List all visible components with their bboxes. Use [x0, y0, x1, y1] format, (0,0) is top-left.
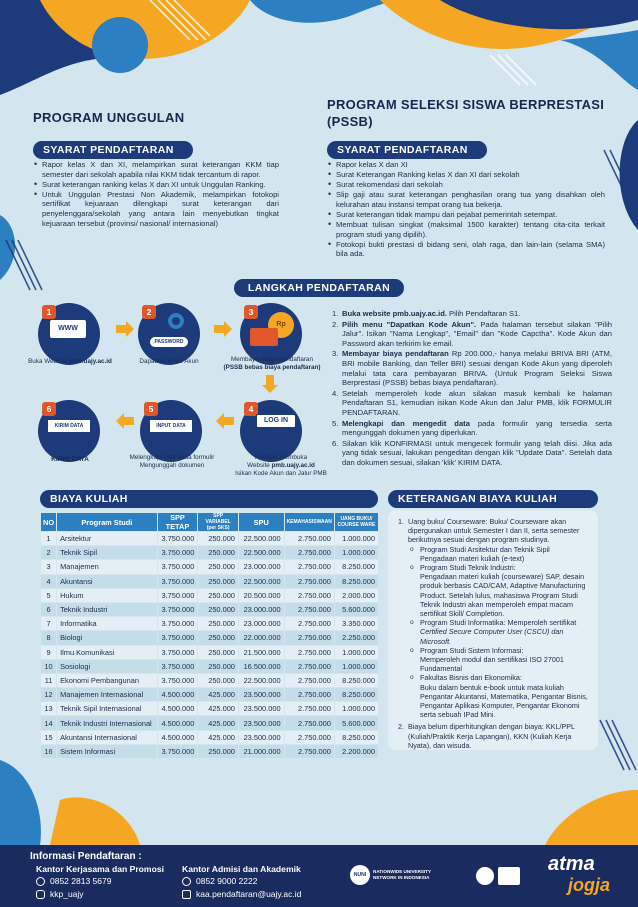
footer-phone2[interactable]: 0852 9000 2222	[196, 876, 258, 886]
table-cell: 22.000.000	[238, 631, 284, 645]
table-cell: 16	[41, 744, 57, 758]
table-cell: Manajemen Internasional	[57, 688, 157, 702]
table-cell: Hukum	[57, 588, 157, 602]
table-cell: 1.000.000	[334, 659, 378, 673]
table-cell: 1.000.000	[334, 532, 378, 546]
table-cell: Teknik Industri Internasional	[57, 716, 157, 730]
table-row	[41, 716, 379, 730]
table-cell: 2.750.000	[284, 546, 334, 560]
table-cell: 250.000	[198, 659, 239, 673]
table-cell: 250.000	[198, 546, 239, 560]
table-cell: 250.000	[198, 588, 239, 602]
step2-caption: Dapatkan Kode Akun	[139, 358, 199, 365]
table-cell: 22.500.000	[238, 532, 284, 546]
list-item: 1. Buka website pmb.uajy.ac.id. Pilih Pendaftaran S1.	[332, 309, 521, 318]
table-cell: 2.750.000	[284, 645, 334, 659]
table-cell: Akuntansi	[57, 574, 157, 588]
table-cell: 1.000.000	[334, 546, 378, 560]
table-cell: 11	[41, 673, 57, 687]
accreditation-badge	[476, 867, 494, 885]
keterangan-item: 1. Uang buku/ Courseware: Buku/ Courseware akan dipergunakan untuk Semester I dan II, serta semester berikutnya sesuai dengan program studinya.	[398, 517, 580, 545]
table-cell: 8	[41, 631, 57, 645]
table-cell: 2.750.000	[284, 730, 334, 744]
keterangan-item: 2. Biaya belum diperhitungkan dengan biaya: KKL/PPL (Kuliah/Praktik Kerja Lapangan), KKN (Kuliah Kerja Nyata), dan wisuda.	[398, 722, 575, 750]
table-cell: 2.750.000	[284, 688, 334, 702]
table-cell: 5.600.000	[334, 602, 378, 616]
list-item: • Slip gaji atau surat keterangan penghasilan orang tua yang disahkan oleh kelurahan atau instansi tempat orang tua bekerja.	[327, 190, 605, 209]
list-item: • Surat rekomendasi dari sekolah	[327, 180, 605, 190]
table-cell: 16.500.000	[238, 659, 284, 673]
table-cell: 2.750.000	[284, 617, 334, 631]
table-row	[41, 688, 379, 702]
table-cell: 2.000.000	[334, 588, 378, 602]
table-cell: 4.500.000	[157, 716, 198, 730]
form-icon: INPUT DATA	[150, 420, 192, 432]
table-cell: 5	[41, 588, 57, 602]
footer-email[interactable]: kaa.pendaftaran@uajy.ac.id	[196, 889, 302, 899]
list-item: 6. Silakan klik KONFIRMASI untuk mengecek formulir yang telah diisi. Jika ada yang tidak sesuai, lakukan pengeditan dengan klik "Update Data". Setelah data dan dokumen sesuai, silakan 'klik' KIRIM DATA.	[332, 438, 612, 467]
table-cell: 250.000	[198, 560, 239, 574]
table-cell: 2.250.000	[334, 631, 378, 645]
table-cell: 3.750.000	[157, 602, 198, 616]
table-cell: Biologi	[57, 631, 157, 645]
table-cell: 12	[41, 688, 57, 702]
table-cell: 4	[41, 574, 57, 588]
send-icon: KIRIM DATA	[48, 420, 90, 432]
nuni-logo: NUNI	[350, 865, 370, 885]
table-cell: 2.750.000	[284, 560, 334, 574]
step1-number: 1	[42, 305, 56, 319]
table-cell: 250.000	[198, 645, 239, 659]
table-cell: 3.750.000	[157, 673, 198, 687]
nuni-text: NATIONWIDE UNIVERSITY NETWORK IN INDONESIA	[373, 869, 432, 880]
table-cell: 2.750.000	[284, 659, 334, 673]
table-cell: 8.250.000	[334, 574, 378, 588]
step6-number: 6	[42, 402, 56, 416]
table-cell: 6	[41, 602, 57, 616]
table-row	[41, 730, 379, 744]
table-cell: 14	[41, 716, 57, 730]
table-cell: 1.000.000	[334, 702, 378, 716]
col-header: SPP TETAP	[157, 513, 198, 532]
table-cell: 250.000	[198, 631, 239, 645]
col-header: SPP VARIABEL (per SKS)	[198, 513, 239, 532]
table-cell: 4.500.000	[157, 730, 198, 744]
list-item: • Rapor kelas X dan XI, melampirkan surat keterangan KKM tiap semester dari sekolah apabila nilai KKM tidak tercantum di rapor.	[33, 160, 279, 179]
table-cell: 23.500.000	[238, 702, 284, 716]
keterangan-sub: o Fakultas Bisnis dan Ekonomika: Buku dalam bentuk e-book untuk mata kuliah Pengantar Akuntansi, Matematika, Pengantar Bisnis, Pengantar Aplikasi Komputer, Pengantar Ekonomi serta sebuah IPad Mini.	[398, 673, 594, 719]
whatsapp-icon	[182, 877, 191, 886]
keterangan-sub: o Program Studi Informatika: Memperoleh sertifikat Certified Secure Computer User (CSCU) dan Microsoft.	[398, 618, 594, 646]
footer-instagram[interactable]: kkp_uajy	[50, 889, 84, 899]
biaya-table	[40, 512, 379, 759]
table-cell: 1	[41, 532, 57, 546]
keterangan-text	[398, 517, 594, 750]
table-cell: 3.750.000	[157, 532, 198, 546]
table-cell: 10	[41, 659, 57, 673]
table-cell: 3.750.000	[157, 631, 198, 645]
col-header: UANG BUKU/ COURSE WARE	[334, 513, 378, 532]
table-row	[41, 532, 379, 546]
brand-atma: atma	[548, 853, 595, 875]
table-cell: 8.250.000	[334, 560, 378, 574]
table-cell: 425.000	[198, 702, 239, 716]
instagram-icon	[36, 890, 45, 899]
table-cell: 3.750.000	[157, 744, 198, 758]
table-cell: 3	[41, 560, 57, 574]
coin-icon: Rp	[268, 312, 294, 338]
table-cell: 23.500.000	[238, 688, 284, 702]
table-cell: Ilmu Komunikasi	[57, 645, 157, 659]
table-cell: 2.750.000	[284, 702, 334, 716]
table-cell: 21.000.000	[238, 744, 284, 758]
table-row	[41, 645, 379, 659]
table-cell: 2.750.000	[284, 574, 334, 588]
table-cell: 3.750.000	[157, 645, 198, 659]
table-cell: 250.000	[198, 532, 239, 546]
step6-caption: KIRIM DATA	[51, 456, 89, 463]
table-cell: Akuntansi Internasional	[57, 730, 157, 744]
col-header: SPU	[238, 513, 284, 532]
table-cell: 2.750.000	[284, 744, 334, 758]
table-cell: Manajemen	[57, 560, 157, 574]
table-cell: 425.000	[198, 716, 239, 730]
table-row	[41, 744, 379, 758]
step2-number: 2	[142, 305, 156, 319]
list-item: 2. Pilih menu "Dapatkan Kode Akun". Pada halaman tersebut silakan "Pilih Jalur". Isikan "Nama Lengkap", "Email" dan "Kode Capctha". Kode Akun dan Password akan terkirim ke email.	[332, 319, 612, 348]
table-cell: 23.500.000	[238, 730, 284, 744]
step4-number: 4	[244, 402, 258, 416]
table-cell: 22.500.000	[238, 546, 284, 560]
table-row	[41, 631, 379, 645]
table-cell: 250.000	[198, 744, 239, 758]
table-cell: Teknik Sipil Internasional	[57, 702, 157, 716]
step1-caption: Buka Website pmb.uajy.ac.id	[28, 358, 112, 365]
table-cell: 3.750.000	[157, 617, 198, 631]
table-cell: 250.000	[198, 673, 239, 687]
table-cell: 3.750.000	[157, 546, 198, 560]
table-cell: 4.500.000	[157, 688, 198, 702]
biaya-header: BIAYA KULIAH	[40, 490, 378, 508]
keterangan-sub: o Program Studi Teknik Industri: Pengadaan materi kuliah (courseware) SAP, desain produk berbasis CAD/CAM, Adaptive Manufacturing Product. Setelah lulus, mahasiswa Program Studi Teknik Industri akan memperoleh empat macam sertifikat Skill/ Completion.	[398, 563, 594, 618]
pssb-title: PROGRAM SELEKSI SISWA BERPRESTASI (PSSB)	[327, 97, 605, 129]
table-cell: 20.500.000	[238, 588, 284, 602]
table-row	[41, 602, 379, 616]
table-cell: 8.250.000	[334, 688, 378, 702]
table-cell: 2.200.000	[334, 744, 378, 758]
www-icon: WWW	[50, 320, 86, 338]
table-cell: 425.000	[198, 688, 239, 702]
list-item: 5. Melengkapi dan mengedit data pada formulir yang tersedia serta mengunggah dokumen yang diperlukan.	[332, 418, 612, 438]
langkah-header: LANGKAH PENDAFTARAN	[234, 279, 404, 297]
col-header: NO	[41, 513, 57, 532]
certification-badge	[498, 867, 520, 885]
password-icon: PASSWORD	[150, 337, 188, 347]
table-cell: 5.600.000	[334, 716, 378, 730]
keterangan-sub: o Program Studi Arsitektur dan Teknik Sipil Pengadaan materi kuliah (e-text)	[398, 545, 594, 563]
table-cell: 2.750.000	[284, 602, 334, 616]
table-cell: 22.500.000	[238, 673, 284, 687]
langkah-steps-list	[332, 309, 612, 469]
keterangan-header: KETERANGAN BIAYA KULIAH	[388, 490, 598, 508]
syarat-left-header: SYARAT PENDAFTARAN	[33, 141, 193, 159]
table-row	[41, 673, 379, 687]
table-cell: 3.750.000	[157, 588, 198, 602]
table-cell: 23.000.000	[238, 602, 284, 616]
table-row	[41, 659, 379, 673]
table-cell: 3.350.000	[334, 617, 378, 631]
table-cell: Arsitektur	[57, 532, 157, 546]
table-cell: 250.000	[198, 602, 239, 616]
syarat-right-header: SYARAT PENDAFTARAN	[327, 141, 487, 159]
col-header: Program Studi	[57, 513, 157, 532]
table-cell: Teknik Industri	[57, 602, 157, 616]
table-cell: 7	[41, 617, 57, 631]
table-cell: 21.500.000	[238, 645, 284, 659]
table-cell: Sosiologi	[57, 659, 157, 673]
list-item: 3. Membayar biaya pendaftaran Rp 200.000,- hanya melalui BRIVA BRI (ATM, BRI mobile Banking, dan Teller BRI) sesuai dengan Kode Akun yang diperoleh melalui tata cara pembayaran BRIVA. (Untuk Program Seleksi Siswa Berprestasi (PSSB) bebas biaya pendaftaran).	[332, 349, 612, 388]
step4-caption: Kembali membuka Website pmb.uajy.ac.id Isikan Kode Akun dan Jalur PMB	[235, 454, 327, 477]
table-cell: 425.000	[198, 730, 239, 744]
table-row	[41, 560, 379, 574]
table-cell: 23.000.000	[238, 617, 284, 631]
table-cell: Informatika	[57, 617, 157, 631]
table-cell: 22.500.000	[238, 574, 284, 588]
table-cell: 2.750.000	[284, 532, 334, 546]
table-cell: Teknik Sipil	[57, 546, 157, 560]
footer	[0, 845, 638, 907]
keterangan-sub: o Program Studi Sistem Informasi: Memperoleh modul dan sertifikasi ISO 27001 Fundamental	[398, 646, 594, 674]
table-row	[41, 617, 379, 631]
list-item: • Surat Keterangan Ranking kelas X dan XI dari sekolah	[327, 170, 605, 180]
table-cell: 3.750.000	[157, 560, 198, 574]
table-row	[41, 588, 379, 602]
table-row	[41, 702, 379, 716]
email-icon	[182, 890, 191, 899]
table-cell: 23.500.000	[238, 716, 284, 730]
login-icon: LOG IN	[256, 414, 296, 428]
footer-phone1[interactable]: 0852 2813 5679	[50, 876, 112, 886]
table-cell: 2.750.000	[284, 716, 334, 730]
biaya-table-body	[41, 532, 379, 759]
table-cell: 2.750.000	[284, 673, 334, 687]
list-item: • Surat keterangan tidak mampu dari pejabat pemerintah setempat.	[327, 210, 605, 220]
footer-office2: Kantor Admisi dan Akademik	[182, 864, 301, 874]
table-cell: Ekonomi Pembangunan	[57, 673, 157, 687]
step5-caption: Melengkapi data pada formulir Mengunggah dokumen	[129, 454, 215, 469]
table-row	[41, 574, 379, 588]
footer-office1: Kantor Kerjasama dan Promosi	[36, 864, 164, 874]
step5-number: 5	[144, 402, 158, 416]
footer-info: Informasi Pendaftaran :	[30, 851, 142, 862]
list-item: • Untuk Unggulan Prestasi Non Akademik, melampirkan fotokopi sertifikat kejuaraan dilengkapi surat keterangan dari penyelenggara/sekolah yang antara lain menyebutkan tingkat kejuaraan tersebut (provinsi/ nasional/ internasional)	[33, 190, 279, 228]
table-cell: 23.000.000	[238, 560, 284, 574]
table-cell: 2.750.000	[284, 631, 334, 645]
table-row	[41, 546, 379, 560]
table-cell: 250.000	[198, 574, 239, 588]
list-item: • Membuat tulisan singkat (maksimal 1500 karakter) tentang cita-cita terkait program studi yang dipilih).	[327, 220, 605, 239]
list-item: • Surat keterangan ranking kelas X dan XI untuk Unggulan Ranking.	[33, 180, 279, 190]
table-cell: 3.750.000	[157, 574, 198, 588]
brand-jogja: jogja	[568, 875, 611, 895]
list-item: • Fotokopi bukti prestasi di bidang seni, olah raga, dan lain-lain (selama SMA) bila ada.	[327, 240, 605, 259]
table-cell: 1.000.000	[334, 645, 378, 659]
program-unggulan-title: PROGRAM UNGGULAN	[33, 110, 185, 125]
list-item: 4. Setelah memperoleh kode akun silakan masuk kembali ke halaman Pendaftaran S1, kemudian isikan Kode Akun dan Jalur PMB, klik FORMULIR PENDAFTARAN.	[332, 388, 612, 417]
step3-caption: Membayar biaya pendaftaran (PSSB bebas biaya pendaftaran)	[223, 356, 321, 371]
table-cell: 8.250.000	[334, 673, 378, 687]
table-cell: 2.750.000	[284, 588, 334, 602]
table-cell: 2	[41, 546, 57, 560]
col-header: KEMAHASISWAAN	[284, 513, 334, 532]
table-cell: Sistem Informasi	[57, 744, 157, 758]
step3-number: 3	[244, 305, 258, 319]
table-cell: 4.500.000	[157, 702, 198, 716]
table-cell: 15	[41, 730, 57, 744]
whatsapp-icon	[36, 877, 45, 886]
list-item: • Rapor kelas X dan XI	[327, 160, 605, 170]
table-cell: 9	[41, 645, 57, 659]
table-cell: 250.000	[198, 617, 239, 631]
table-cell: 13	[41, 702, 57, 716]
table-cell: 8.250.000	[334, 730, 378, 744]
table-cell: 3.750.000	[157, 659, 198, 673]
